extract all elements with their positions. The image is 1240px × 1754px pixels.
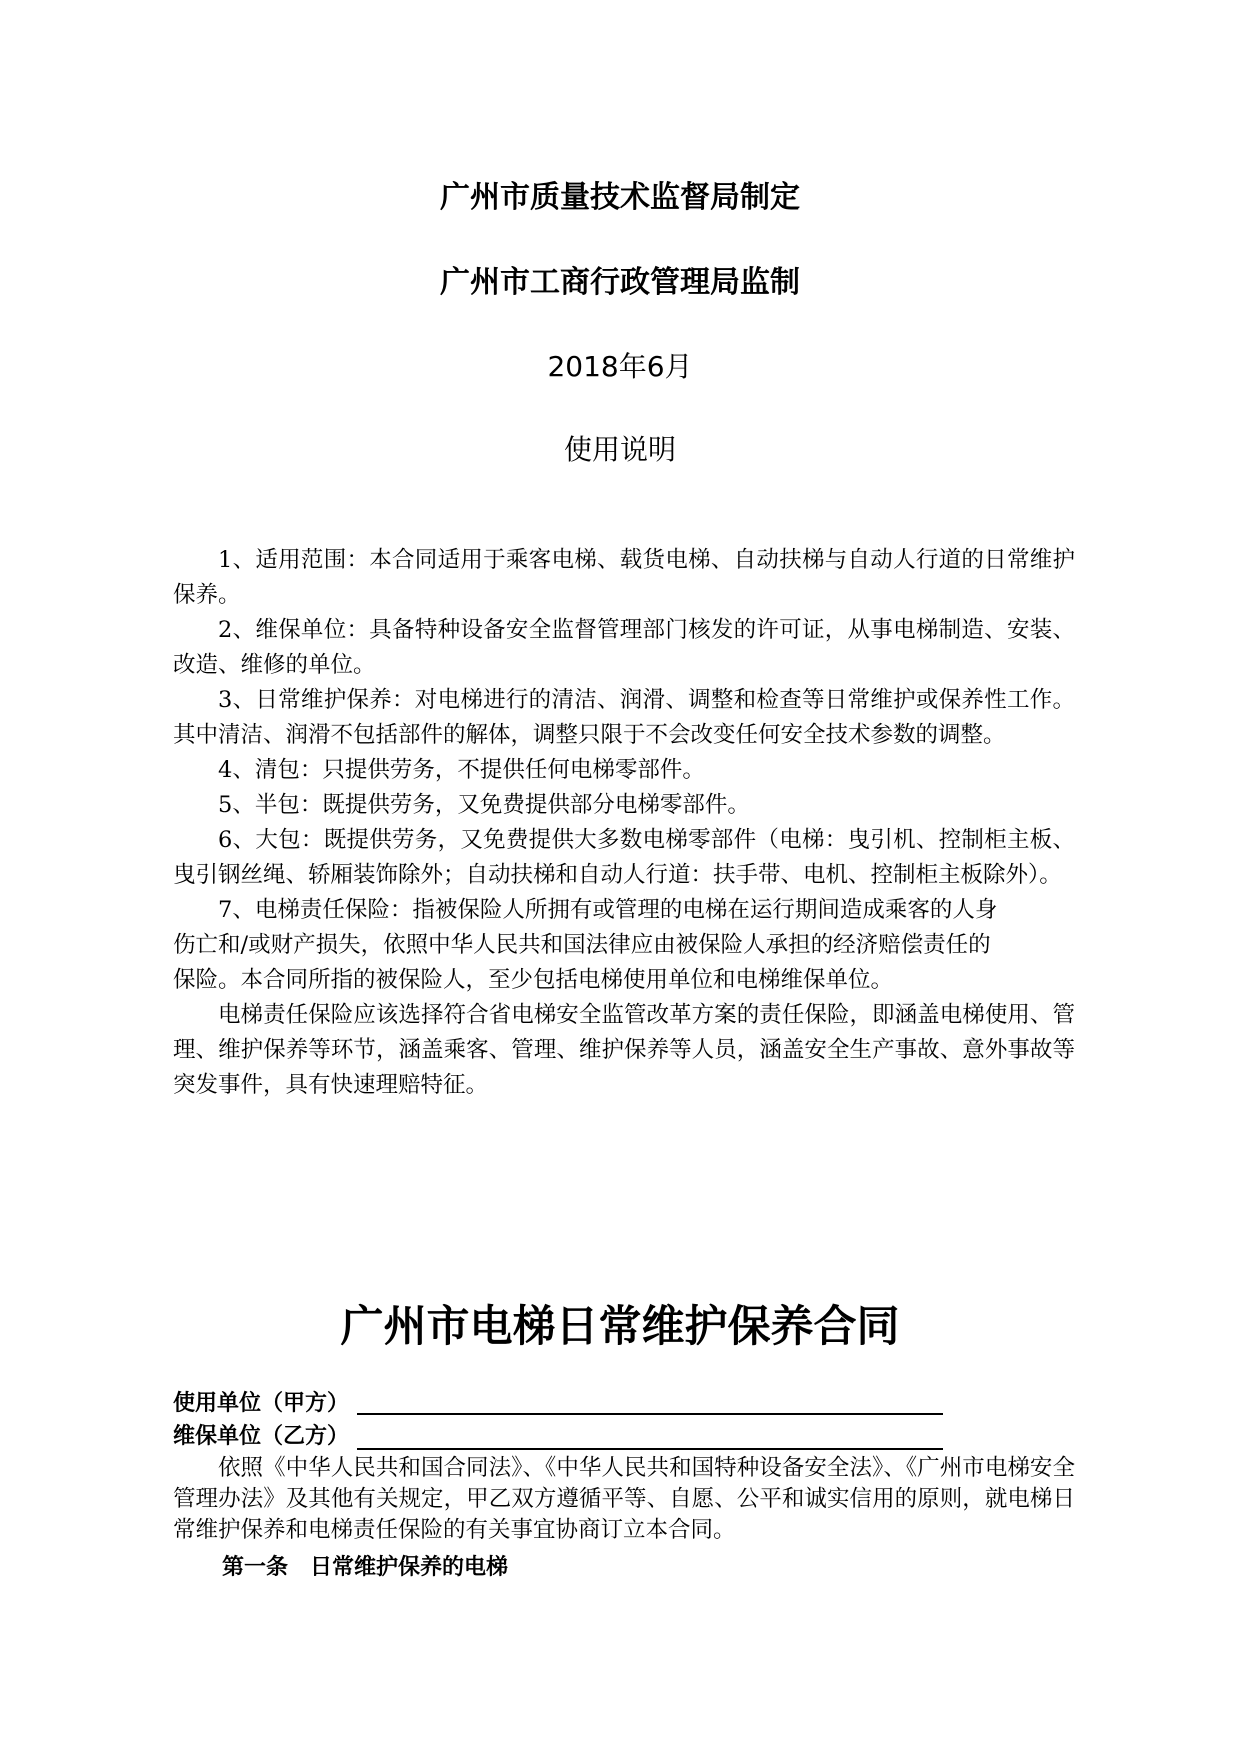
contract-title: 广州市电梯日常维护保养合同: [340, 1302, 900, 1352]
instruction-7-line: 7、电梯责任保险：指被保险人所拥有或管理的电梯在运行期间造成乘客的人身: [218, 897, 998, 923]
contract-preamble-block: [173, 1453, 1075, 1546]
instruction-5: 5、半包：既提供劳务，又免费提供部分电梯零部件。: [218, 792, 750, 818]
instruction-2: 2、维保单位：具备特种设备安全监督管理部门核发的许可证，从事电梯制造、安装、改造、维修的单位。: [173, 617, 1075, 678]
issue-date: 2018年6月: [547, 350, 693, 383]
party-b-field[interactable]: [357, 1448, 943, 1450]
instruction-7-line: 伤亡和/或财产损失，依照中华人民共和国法律应由被保险人承担的经济赔偿责任的: [173, 932, 991, 958]
instructions-title: 使用说明: [563, 433, 676, 466]
party-b-label: 维保单位（乙方）: [173, 1424, 350, 1449]
contract-preamble: 依照《中华人民共和国合同法》、《中华人民共和国特种设备安全法》、《广州市电梯安全管理办法》及其他有关规定，甲乙双方遵循平等、自愿、公平和诚实信用的原则，就电梯日常维护保养和电梯责任保险的有关事宜协商订立本合同。: [173, 1455, 1075, 1543]
issuer-line-1: 广州市质量技术监督局制定: [440, 180, 800, 215]
instruction-7: [173, 893, 1075, 998]
instruction-7-line: 保险。本合同所指的被保险人，至少包括电梯使用单位和电梯维保单位。: [173, 967, 894, 993]
party-a-label: 使用单位（甲方）: [173, 1391, 350, 1416]
article-1-heading: 第一条 日常维护保养的电梯: [222, 1555, 509, 1580]
insurance-note: 电梯责任保险应该选择符合省电梯安全监管改革方案的责任保险，即涵盖电梯使用、管理、维护保养等环节，涵盖乘客、管理、维护保养等人员，涵盖安全生产事故、意外事故等突发事件，具有快速理赔特征。: [173, 1002, 1075, 1098]
party-a-field[interactable]: [357, 1413, 943, 1415]
instruction-1: 1、适用范围：本合同适用于乘客电梯、载货电梯、自动扶梯与自动人行道的日常维护保养。: [173, 547, 1075, 608]
issuer-line-2: 广州市工商行政管理局监制: [440, 265, 800, 300]
instructions-body: [173, 543, 1075, 1103]
instruction-4: 4、清包：只提供劳务，不提供任何电梯零部件。: [218, 757, 705, 783]
instruction-6: 6、大包：既提供劳务，又免费提供大多数电梯零部件（电梯：曳引机、控制柜主板、曳引钢丝绳、轿厢装饰除外；自动扶梯和自动人行道：扶手带、电机、控制柜主板除外）。: [173, 827, 1075, 888]
instruction-3: 3、日常维护保养：对电梯进行的清洁、润滑、调整和检查等日常维护或保养性工作。其中清洁、润滑不包括部件的解体，调整只限于不会改变任何安全技术参数的调整。: [173, 687, 1075, 748]
